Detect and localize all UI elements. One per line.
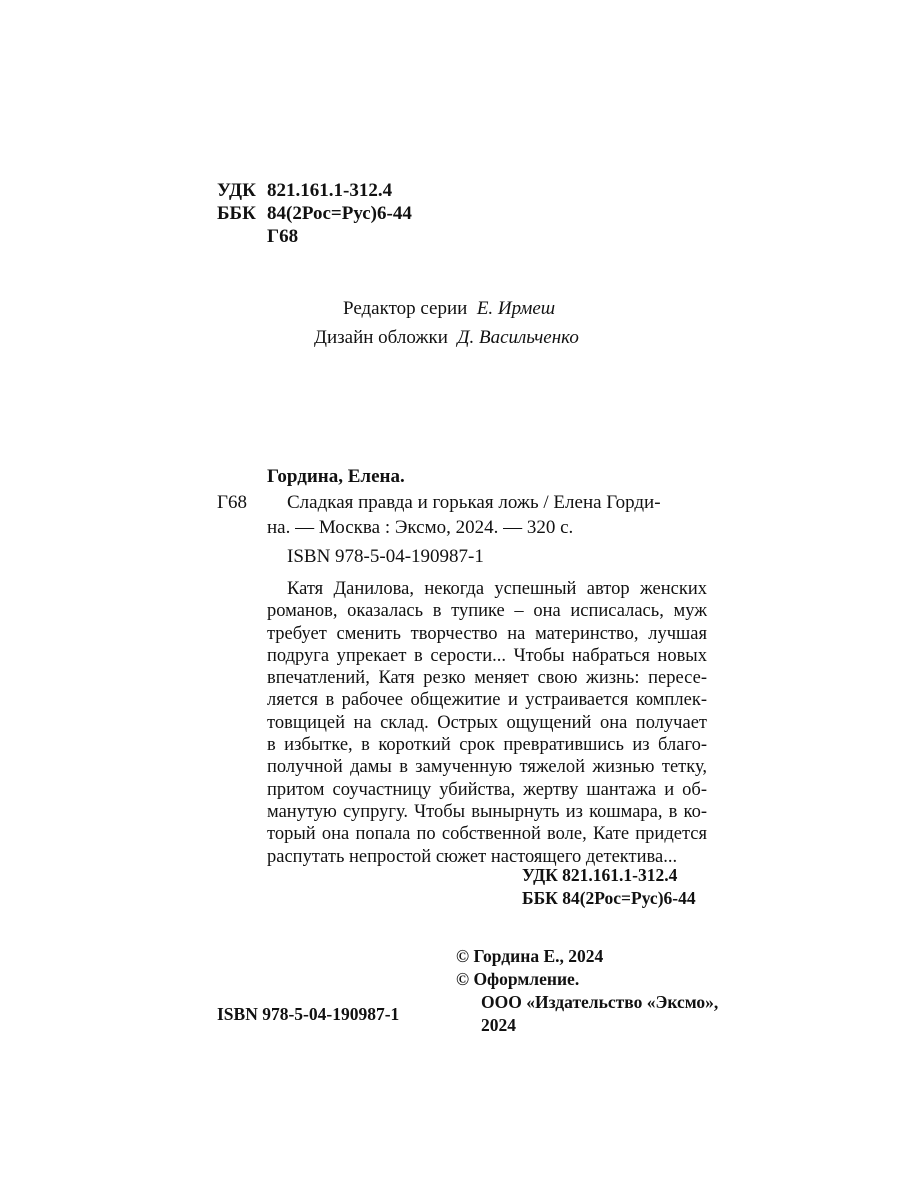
bottom-udk: УДК 821.161.1-312.4 [522,865,678,885]
bbk-label: ББК [217,203,256,224]
copyright-design: © Оформление. [456,969,580,989]
annotation-line: получной дамы в замученную тяжелой жизнью тетку, [267,757,707,778]
annotation-line: товщицей на склад. Острых ощущений она получает [267,712,707,733]
copyright-author: © Гордина Е., 2024 [456,946,604,966]
cover-design-label: Дизайн обложки [314,327,448,348]
bottom-isbn: ISBN 978-5-04-190987-1 [217,1004,400,1024]
copyright-publisher: ООО «Издательство «Эксмо», [481,992,719,1012]
series-editor-label: Редактор серии [343,298,468,319]
author-mark: Г68 [217,492,247,513]
series-editor-line [343,298,555,320]
annotation-line: подруга упрекает в серости... Чтобы набраться новых [267,645,707,666]
annotation-line: в избытке, в короткий срок превратившись из благо- [267,735,707,756]
annotation-line: впечатлений, Катя резко меняет свою жизнь: пересе- [267,668,707,689]
annotation-line: распутать непростой сюжет настоящего детектива... [267,846,678,867]
cover-design-name: Д. Васильченко [457,327,579,348]
annotation-line: Катя Данилова, некогда успешный автор женских [287,579,707,599]
cover-design-line [314,327,579,349]
annotation-line: ляется в рабочее общежитие и устраивается комплек- [267,690,707,711]
author-mark-top: Г68 [267,226,299,247]
annotation-line: притом соучастницу убийства, жертву шантажа и об- [267,779,707,800]
udk-value: 821.161.1-312.4 [267,180,393,201]
series-editor-name: Е. Ирмеш [476,298,556,319]
bbk-value: 84(2Рос=Рус)6-44 [267,203,412,224]
annotation-line: торый она попала по собственной воле, Кате придется [267,824,707,845]
annotation-line: романов, оказалась в тупике – она исписалась, муж [267,601,707,622]
isbn-entry: ISBN 978-5-04-190987-1 [287,546,484,567]
annotation-line: манутую супругу. Чтобы вынырнуть из кошмара, в ко- [267,801,707,822]
copyright-year: 2024 [481,1015,516,1035]
entry-line-2: на. — Москва : Эксмо, 2024. — 320 с. [267,517,574,538]
entry-line-1: Сладкая правда и горькая ложь / Елена Горди- [287,492,661,513]
annotation-line: требует сменить творчество на материнство, лучшая [267,623,707,644]
bottom-bbk: ББК 84(2Рос=Рус)6-44 [522,888,696,908]
annotation [267,578,707,868]
udk-label: УДК [217,180,256,201]
author-heading: Гордина, Елена. [267,466,405,487]
